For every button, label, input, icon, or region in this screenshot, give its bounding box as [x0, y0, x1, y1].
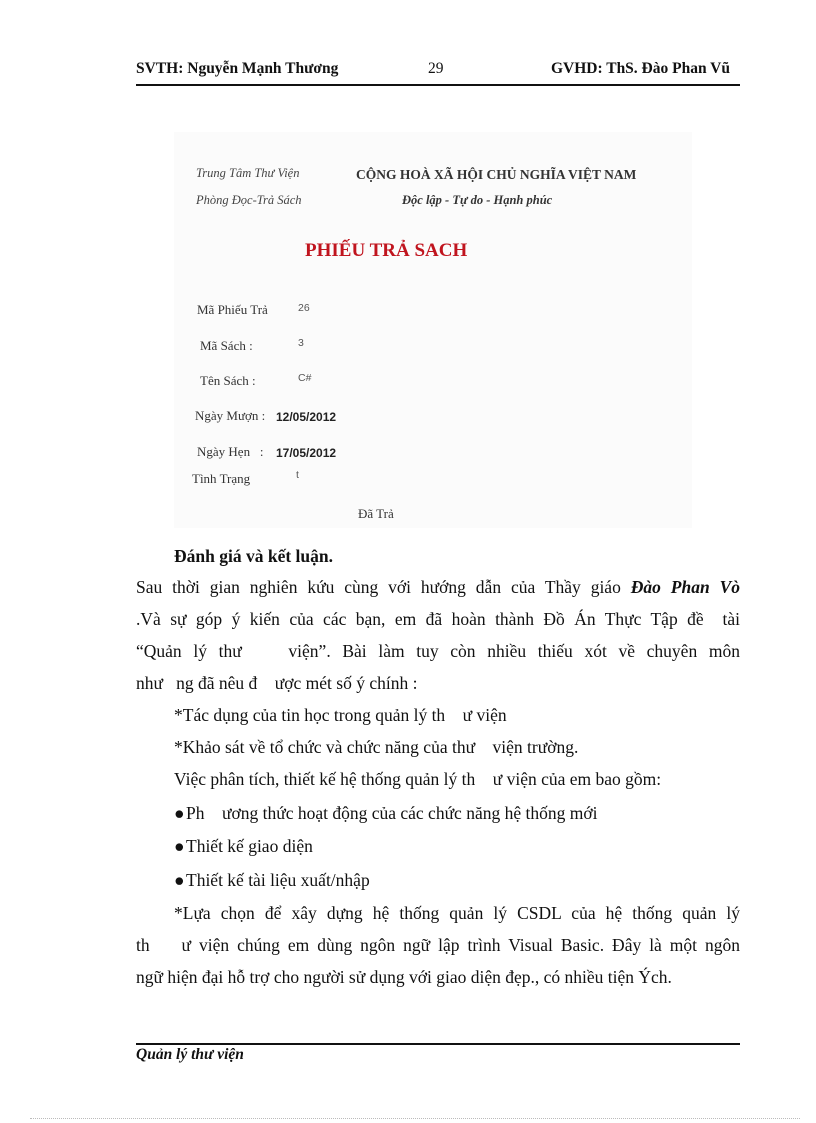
bullet-icon: ● — [174, 803, 185, 823]
paragraph-line: *Lựa chọn để xây dựng hệ thống quản lý CSDL của hệ thống quản lý — [174, 903, 740, 923]
field-label-slip-id: Mã Phiếu Trả — [197, 302, 268, 317]
field-value-condition: t — [296, 469, 299, 481]
nation-motto: Độc lập - Tự do - Hạnh phúc — [402, 193, 553, 207]
field-value-slip-id: 26 — [298, 302, 310, 314]
advisor-name: GVHD: ThS. Đào Phan Vũ — [550, 60, 730, 77]
field-label-borrow-date: Ngày Mượn : — [195, 408, 266, 423]
bullet-item — [174, 864, 370, 896]
teacher-name: Đào Phan Vò — [630, 577, 741, 597]
bullet-icon: ● — [174, 836, 185, 856]
field-value-borrow-date: 12/05/2012 — [276, 410, 337, 424]
paragraph-line — [136, 571, 740, 603]
bullet-item — [174, 830, 313, 862]
field-label-due-date: Ngày Hẹn : — [197, 444, 264, 459]
footer-rule — [136, 1043, 740, 1045]
field-label-book-id: Mã Sách : — [200, 338, 253, 353]
section-heading: Đánh giá và kết luận. — [174, 546, 333, 566]
return-slip-figure — [174, 132, 692, 528]
paragraph-line: .Và sự góp ý kiến của các bạn, em đã hoàn thành Đồ Án Thực Tập đề tài — [136, 609, 740, 629]
field-label-condition: Tình Trạng — [192, 471, 251, 486]
page-edge-divider — [30, 1118, 800, 1119]
org-line-2: Phòng Đọc-Trả Sách — [196, 193, 302, 207]
bullet-item — [174, 797, 597, 829]
field-label-book-name: Tên Sách : — [200, 373, 256, 388]
org-line-1: Trung Tâm Thư Viện — [196, 166, 300, 180]
bullet-icon: ● — [174, 870, 185, 890]
paragraph-line: như ng đã nêu đ ược mét số ý chính : — [136, 673, 418, 693]
paragraph-line: “Quản lý thư viện”. Bài làm tuy còn nhiều thiếu xót về chuyên môn — [136, 641, 740, 661]
field-value-book-name: C# — [298, 372, 312, 384]
page-number: 29 — [428, 60, 444, 77]
bullet-text: Ph ương thức hoạt động của các chức năng hệ thống mới — [186, 803, 598, 823]
nation-title: CỘNG HOÀ XÃ HỘI CHỦ NGHĨA VIỆT NAM — [356, 167, 637, 182]
list-item: *Khảo sát về tổ chức và chức năng của thư viện trường. — [174, 737, 579, 757]
footer-title: Quản lý thư viện — [136, 1046, 244, 1063]
paragraph-line: th ư viện chúng em dùng ngôn ngữ lập trình Visual Basic. Đây là một ngôn — [136, 935, 740, 955]
bullet-text: Thiết kế tài liệu xuất/nhập — [186, 870, 370, 890]
field-value-book-id: 3 — [298, 337, 304, 349]
slip-title: PHIẾU TRẢ SACH — [305, 240, 468, 261]
paragraph-line: ngữ hiện đại hỗ trợ cho người sử dụng với giao diện đẹp., có nhiều tiện Ých. — [136, 967, 672, 987]
return-status: Đã Trả — [358, 506, 394, 521]
student-name: SVTH: Nguyễn Mạnh Thương — [136, 60, 339, 77]
bullet-text: Thiết kế giao diện — [186, 836, 313, 856]
list-item: *Tác dụng của tin học trong quản lý th ư viện — [174, 705, 507, 725]
paragraph-text: Sau thời gian nghiên kứu cùng với hướng dẫn của Thầy giáo — [136, 577, 631, 597]
field-value-due-date: 17/05/2012 — [276, 446, 337, 460]
analysis-line: Việc phân tích, thiết kế hệ thống quản lý th ư viện của em bao gồm: — [174, 769, 662, 789]
page-header — [136, 58, 740, 86]
